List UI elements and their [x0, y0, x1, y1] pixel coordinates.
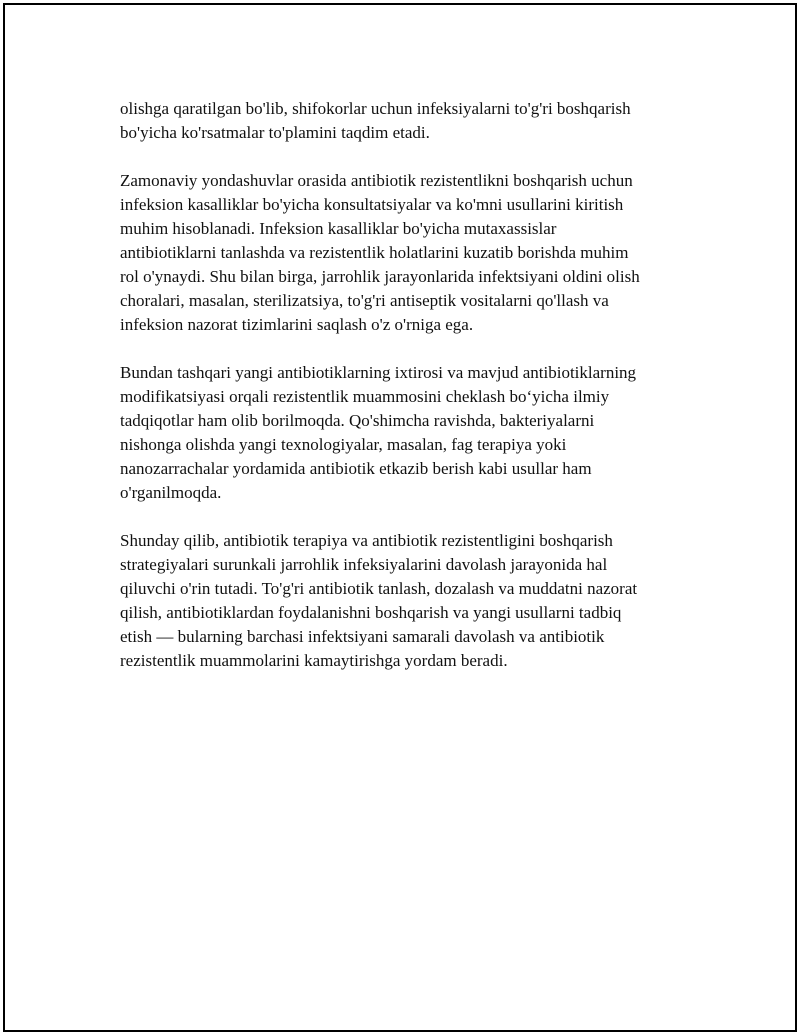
paragraph-2: Zamonaviy yondashuvlar orasida antibiotik rezistentlikni boshqarish uchun infeksion kasalliklar bo'yicha konsultatsiyalar va ko'mni usullarini kiritish muhim hisoblanadi. Infeksion kasalliklar bo'yicha mutaxassislar antibiotiklarni tanlashda va rezistentlik holatlarini kuzatib borishda muhim rol o'ynaydi. Shu bilan birga, jarrohlik jarayonlarida infektsiyani oldini olish choralari, masalan, sterilizatsiya, to'g'ri antiseptik vositalarni qo'llash va infeksion nazorat tizimlarini saqlash o'z o'rniga ega. — [120, 171, 640, 334]
paragraph-1: olishga qaratilgan bo'lib, shifokorlar uchun infeksiyalarni to'g'ri boshqarish bo'yicha ko'rsatmalar to'plamini taqdim etadi. — [120, 99, 631, 142]
paragraph-4: Shunday qilib, antibiotik terapiya va antibiotik rezistentligini boshqarish strategiyalari surunkali jarrohlik infeksiyalarini davolash jarayonida hal qiluvchi o'rin tutadi. To'g'ri antibiotik tanlash, dozalash va muddatni nazorat qilish, antibiotiklardan foydalanishni boshqarish va yangi usullarni tadbiq etish — bularning barchasi infektsiyani samarali davolash va antibiotik rezistentlik muammolarini kamaytirishga yordam beradi. — [120, 531, 638, 670]
document-page — [3, 3, 797, 1032]
paragraph-3: Bundan tashqari yangi antibiotiklarning ixtirosi va mavjud antibiotiklarning modifikatsiyasi orqali rezistentlik muammosini cheklash bo‘yicha ilmiy tadqiqotlar ham olib borilmoqda. Qo'shimcha ravishda, bakteriyalarni nishonga olishda yangi texnologiyalar, masalan, fag terapiya yoki nanozarrachalar yordamida antibiotik etkazib berish kabi usullar ham o'rganilmoqda. — [120, 363, 637, 502]
document-body — [120, 97, 690, 697]
